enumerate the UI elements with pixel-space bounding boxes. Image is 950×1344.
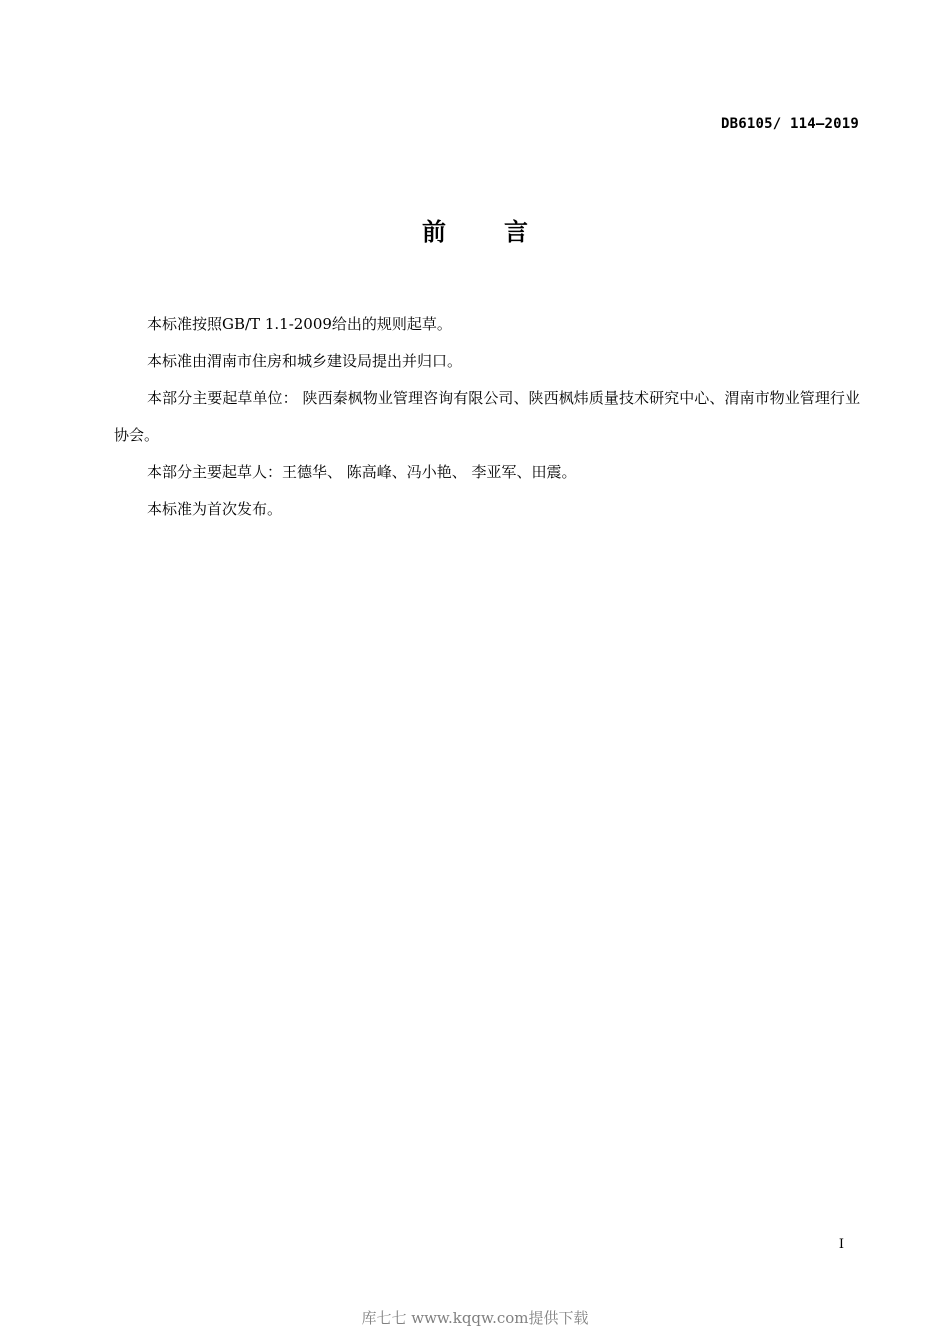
paragraph-proposer: 本标准由渭南市住房和城乡建设局提出并归口。	[147, 352, 463, 370]
title-char-1: 前	[422, 218, 446, 246]
document-code: DB6105/ 114—2019	[720, 116, 859, 132]
paragraph-drafters: 本部分主要起草人：王德华、 陈高峰、冯小艳、 李亚军、田震。	[147, 463, 577, 481]
title-char-2: 言	[504, 218, 528, 246]
paragraph-drafting-rules: 本标准按照GB/T 1.1-2009给出的规则起草。	[147, 315, 452, 333]
paragraph-first-release: 本标准为首次发布。	[147, 500, 283, 518]
download-watermark: 库七七 www.kqqw.com提供下载	[361, 1309, 589, 1327]
page-number: I	[838, 1237, 844, 1252]
paragraph-drafting-units: 本部分主要起草单位： 陕西秦枫物业管理咨询有限公司、陕西枫炜质量技术研究中心、渭南市物业管理行业协会。	[114, 389, 860, 444]
page-title	[0, 212, 950, 247]
foreword-body	[114, 306, 860, 528]
